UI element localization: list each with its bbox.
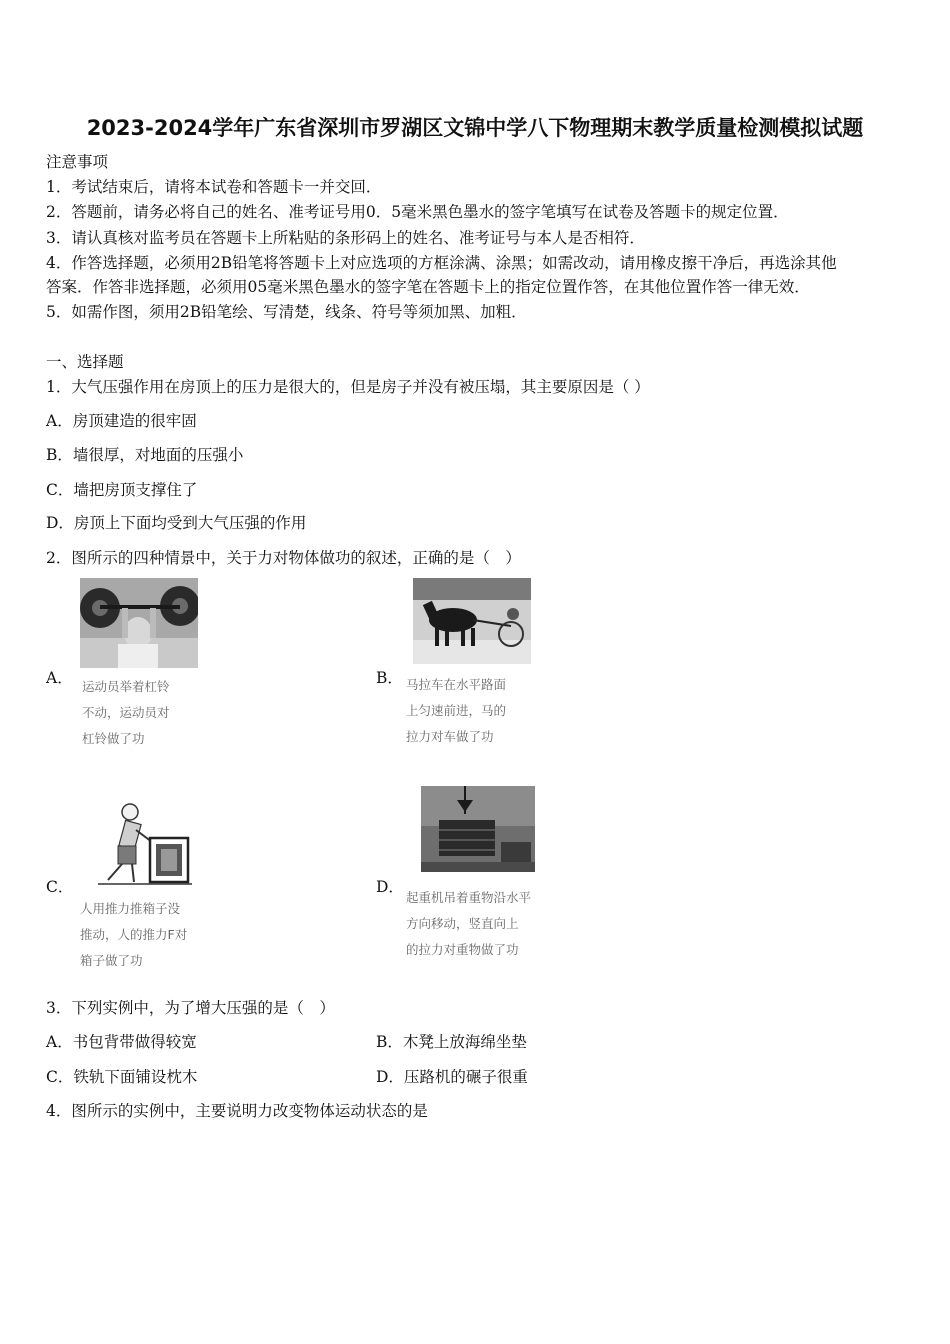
q3-option-c[interactable]: C．铁轨下面铺设枕木 [46,1068,198,1086]
q1-option-c[interactable]: C．墙把房顶支撑住了 [46,481,198,499]
q2-stem: 2．图所示的四种情景中，关于力对物体做功的叙述，正确的是（ ） [46,549,521,567]
q3-stem: 3．下列实例中，为了增大压强的是（ ） [46,999,335,1017]
q2-option-d-letter[interactable]: D． [376,878,404,896]
q1-option-b[interactable]: B．墙很厚，对地面的压强小 [46,446,244,464]
q2-option-a-letter[interactable]: A． [46,669,73,687]
q1-stem: 1．大气压强作用在房顶上的压力是很大的，但是房子并没有被压塌，其主要原因是（ ） [46,378,650,396]
q1-option-d[interactable]: D．房顶上下面均受到大气压强的作用 [46,514,307,532]
q2-option-d-caption-1: 起重机吊着重物沿水平 [406,890,532,905]
notice-heading: 注意事项 [46,153,109,171]
q2-option-d-caption-2: 方向移动，竖直向上 [406,916,519,931]
notice-item-5: 5．如需作图，须用2B铅笔绘、写清楚，线条、符号等须加黑、加粗． [46,303,527,321]
notice-item-4-cont: 答案．作答非选择题，必须用05毫米黑色墨水的签字笔在答题卡上的指定位置作答，在其他位置作答一律无效． [46,278,810,296]
q2-option-b-letter[interactable]: B． [376,669,403,687]
notice-item-2: 2．答题前，请务必将自己的姓名、准考证号用0．5毫米黑色墨水的签字笔填写在试卷及答题卡的规定位置． [46,203,789,221]
q2-option-a-caption-2: 不动，运动员对 [82,705,170,720]
section-heading: 一、选择题 [46,353,124,371]
notice-item-3: 3．请认真核对监考员在答题卡上所粘贴的条形码上的姓名、准考证号与本人是否相符． [46,229,645,247]
pushing-box-image [94,802,194,888]
q2-option-c-caption-1: 人用推力推箱子没 [80,901,181,916]
q2-option-b-caption-2: 上匀速前进，马的 [406,703,507,718]
page-title: 2023-2024学年广东省深圳市罗湖区文锦中学八下物理期末教学质量检测模拟试题 [86,116,864,140]
notice-item-4: 4．作答选择题，必须用2B铅笔将答题卡上对应选项的方框涂满、涂黑；如需改动，请用橡皮擦干净后，再选涂其他 [46,254,837,272]
q2-option-b-caption-1: 马拉车在水平路面 [406,677,507,692]
notice-item-1: 1．考试结束后，请将本试卷和答题卡一并交回． [46,178,382,196]
crane-image [421,786,535,872]
q3-option-b[interactable]: B．木凳上放海绵坐垫 [376,1033,527,1051]
q3-option-d[interactable]: D．压路机的碾子很重 [376,1068,528,1086]
q2-option-b-caption-3: 拉力对车做了功 [406,729,494,744]
q2-option-c-letter[interactable]: C． [46,878,74,896]
weightlifter-image [80,578,198,668]
q2-option-a-caption-3: 杠铃做了功 [82,731,145,746]
q2-option-c-caption-3: 箱子做了功 [80,953,143,968]
q3-option-a[interactable]: A．书包背带做得较宽 [46,1033,197,1051]
q2-option-a-caption-1: 运动员举着杠铃 [82,679,170,694]
q2-option-d-caption-3: 的拉力对重物做了功 [406,942,519,957]
q2-option-c-caption-2: 推动，人的推力F对 [80,927,188,942]
q1-option-a[interactable]: A．房顶建造的很牢固 [46,412,197,430]
horse-cart-image [413,578,531,664]
q4-stem: 4．图所示的实例中，主要说明力改变物体运动状态的是 [46,1102,428,1120]
